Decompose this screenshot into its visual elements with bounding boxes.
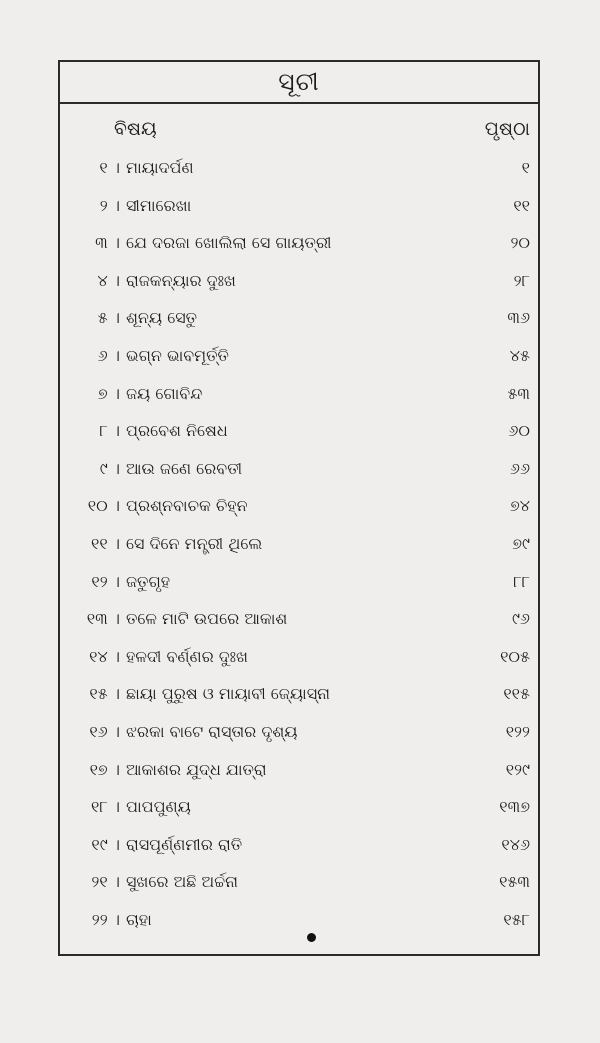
toc-entry-number: ୧୫ । (89, 684, 120, 704)
header-page: ପୃଷ୍ଠା (484, 118, 530, 140)
toc-entry-number: ୧୦ । (87, 496, 120, 516)
toc-entry-title: ଜତୁଗୃହ (126, 571, 171, 591)
toc-entry-page: ୩୬ (507, 308, 530, 328)
toc-entry-title: ଝରକା ବାଟେ ରାସ୍ତାର ଦୃଶ୍ୟ (126, 722, 298, 741)
toc-entry-page: ୬୦ (508, 421, 530, 441)
toc-entry-number: ୬ । (97, 346, 120, 365)
toc-entry-page: ୪୫ (509, 346, 530, 365)
toc-entry-number: ୧୯ । (91, 834, 120, 854)
toc-header-row (60, 118, 538, 148)
toc-entry-number: ୧୬ । (89, 722, 120, 741)
toc-entry-title: ଛାୟା ପୁରୁଷ ଓ ମାୟାବୀ ଜ୍ୟୋସ୍ନା (126, 684, 330, 704)
toc-row (60, 647, 538, 677)
toc-entry-number: ୩ । (95, 233, 120, 253)
toc-entry-page: ୭୪ (509, 496, 530, 516)
toc-entry-page: ୧୧ (513, 195, 530, 215)
toc-entry-page: ୧୨୯ (505, 759, 530, 779)
toc-row (60, 496, 538, 526)
page-title: ସୂଚୀ (278, 67, 320, 96)
toc-entry-page: ୧୦୫ (500, 646, 530, 666)
toc-entry-page: ୬୬ (509, 458, 530, 478)
toc-entry-page: ୧୪୬ (501, 834, 530, 854)
toc-entry-page: ୧୨୨ (505, 722, 530, 741)
toc-entry-title: ହଳଦୀ ବର୍ଣ୍ଣର ଦୁଃଖ (126, 646, 248, 666)
toc-entry-number: ୧୭ । (89, 759, 120, 779)
toc-row (60, 609, 538, 639)
toc-entry-title: ଜୟ ଗୋବିନ୍ଦ (126, 383, 203, 403)
toc-entry-number: ୪ । (97, 270, 120, 290)
toc-row (60, 910, 538, 940)
toc-row (60, 421, 538, 451)
toc-entry-number: ୨୧ । (91, 872, 120, 892)
toc-entry-title: ସୀମାରେଖା (126, 195, 192, 215)
toc-entry-page: ୧୧୫ (503, 684, 530, 704)
toc-row (60, 534, 538, 564)
toc-entry-page: ୫୩ (507, 383, 530, 403)
toc-row (60, 835, 538, 865)
toc-entry-title: ପାପପୁଣ୍ୟ (126, 797, 191, 817)
toc-entry-title: ଆକାଶର ଯୁଦ୍ଧ ଯାତ୍ରା (126, 759, 267, 779)
header-subject: ବିଷୟ (114, 118, 157, 140)
toc-entry-title: ରାସପୂର୍ଣ୍ଣମୀର ରାତି (126, 834, 243, 854)
toc-row (60, 459, 538, 489)
toc-entry-number: ୧୮ । (91, 797, 120, 817)
toc-entry-title: ଭଗ୍ନ ଭାବମୂର୍ତ୍ତି (126, 346, 229, 365)
toc-row (60, 872, 538, 902)
toc-entry-title: ଯେ ଦରଜା ଖୋଲିଲା ସେ ଗାୟତ୍ରୀ (126, 233, 332, 253)
toc-entry-number: ୧୩ । (86, 609, 120, 629)
toc-entry-page: ୧୫୩ (499, 872, 530, 892)
toc-entry-title: ରାଜକନ୍ୟାର ଦୁଃଖ (126, 270, 236, 290)
toc-entry-number: ୫ । (97, 308, 120, 328)
toc-entry-title: ପ୍ରବେଶ ନିଷେଧ (126, 421, 228, 441)
toc-entry-title: ସୁଖରେ ଅଛି ଅର୍ଚ୍ଚନା (126, 872, 238, 892)
toc-entry-title: ଶୂନ୍ୟ ସେତୁ (126, 308, 198, 328)
toc-entry-title: ପ୍ରଶ୍ନବାଚକ ଚିହ୍ନ (126, 496, 248, 516)
toc-entry-page: ୧ (521, 158, 530, 177)
toc-row (60, 196, 538, 226)
toc-entry-number: ୭ । (97, 383, 120, 403)
toc-entry-title: ଆଉ ଜଣେ ରେବତୀ (126, 458, 243, 478)
toc-row (60, 308, 538, 338)
toc-entry-title: ସେ ଦିନେ ମନ୍ତ୍ରୀ ଥିଲେ (126, 534, 263, 553)
toc-entry-number: ୧୪ । (89, 646, 120, 666)
toc-row (60, 346, 538, 376)
toc-entry-number: ୧୨ । (91, 571, 120, 591)
toc-row (60, 158, 538, 188)
toc-entry-page: ୨୦ (510, 233, 530, 253)
toc-row (60, 722, 538, 752)
toc-entry-title: ଚାହା (126, 910, 152, 929)
toc-row (60, 572, 538, 602)
toc-entry-number: ୨ । (99, 195, 120, 215)
toc-entry-page: ୨୮ (513, 270, 530, 290)
toc-row (60, 760, 538, 790)
toc-row (60, 684, 538, 714)
toc-entry-number: ୧୧ । (91, 534, 120, 553)
toc-entry-number: ୯ । (99, 458, 120, 478)
toc-entry-page: ୭୯ (512, 534, 530, 553)
bullet-dot-icon (307, 933, 316, 942)
toc-entry-number: ୨୨ । (91, 910, 120, 929)
toc-row (60, 233, 538, 263)
toc-entry-title: ମାୟାଦର୍ପଣ (126, 158, 194, 177)
toc-entry-page: ୯୬ (511, 609, 530, 629)
toc-row (60, 271, 538, 301)
toc-entry-page: ୧୫୮ (503, 910, 530, 929)
toc-frame (58, 60, 540, 956)
toc-entry-title: ତଳେ ମାଟି ଉପରେ ଆକାଶ (126, 609, 288, 629)
toc-entry-number: ୮ । (99, 421, 120, 441)
toc-entry-page: ୮୮ (513, 571, 530, 591)
toc-entry-number: ୧ । (99, 158, 120, 177)
toc-row (60, 384, 538, 414)
title-box (60, 62, 538, 104)
toc-row (60, 797, 538, 827)
toc-entry-page: ୧୩୭ (499, 797, 530, 817)
